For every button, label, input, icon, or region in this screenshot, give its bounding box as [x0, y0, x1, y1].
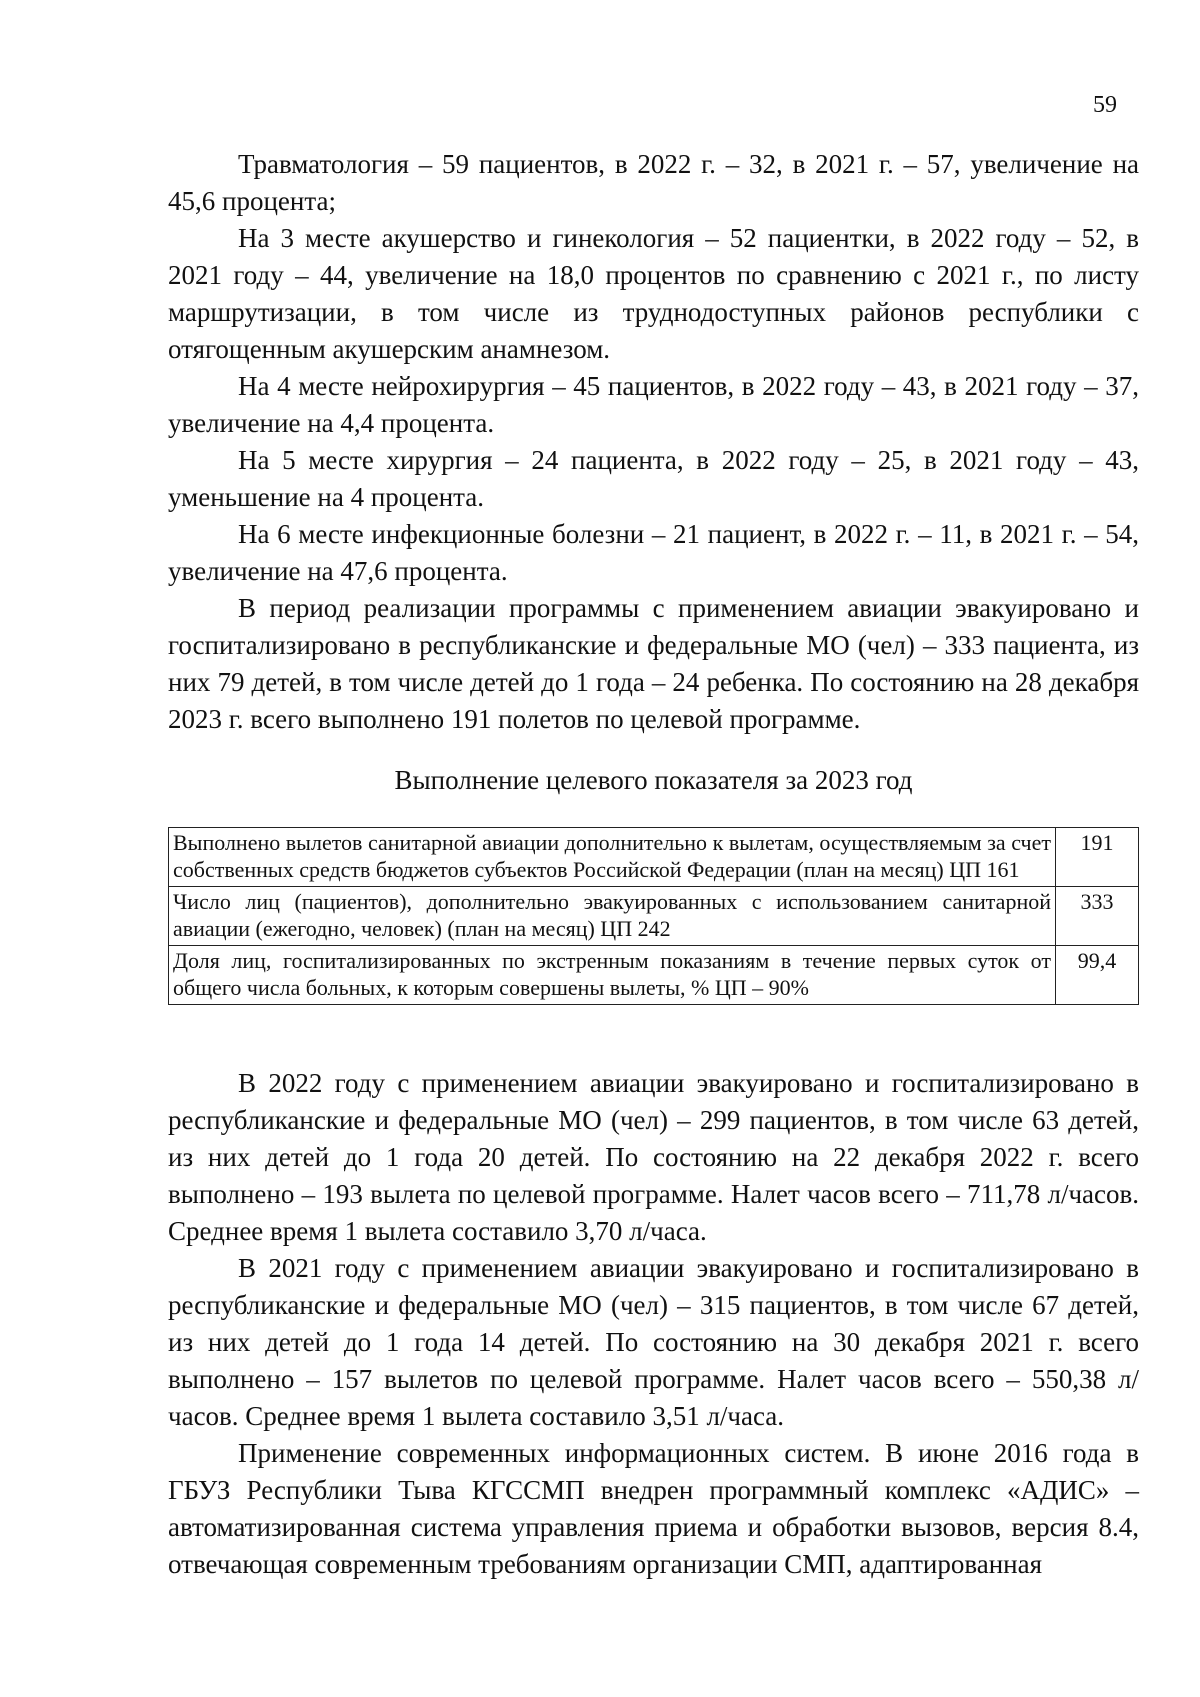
paragraph-surgery: На 5 месте хирургия – 24 пациента, в 2022 году – 25, в 2021 году – 43, уменьшение на 4 процента.	[168, 445, 1139, 512]
table-cell-description: Выполнено вылетов санитарной авиации дополнительно к вылетам, осуществляемым за счет собственных средств бюджетов субъектов Российской Федерации (план на месяц) ЦП 161	[169, 828, 1056, 887]
paragraph-2021-summary: В 2021 году с применением авиации эвакуировано и госпитализировано в республиканские и федеральные МО (чел) – 315 пациентов, в том числе 67 детей, из них детей до 1 года 14 детей. По состоянию на 30 декабря 2021 г. всего выполнено – 157 вылетов по целевой программе. Налет часов всего – 550,38 л/часов. Среднее время 1 вылета составило 3,51 л/часа.	[168, 1253, 1139, 1431]
paragraph-information-systems: Применение современных информационных систем. В июне 2016 года в ГБУЗ Республики Тыва КГССМП внедрен программный комплекс «АДИС» – автоматизированная система управления приема и обработки вызовов, версия 8.4, отвечающая современным требованиям организации СМП, адаптированная	[168, 1438, 1139, 1579]
table-row	[169, 946, 1139, 1005]
table-cell-value: 191	[1056, 828, 1139, 887]
bottom-text-block	[168, 1065, 1139, 1583]
indicator-table-wrapper	[168, 827, 1139, 1005]
table-title: Выполнение целевого показателя за 2023 год	[394, 765, 913, 795]
top-text-block	[168, 146, 1139, 738]
paragraph-infectious: На 6 месте инфекционные болезни – 21 пациент, в 2022 г. – 11, в 2021 г. – 54, увеличение на 47,6 процента.	[168, 519, 1139, 586]
table-row	[169, 887, 1139, 946]
paragraph-2022-summary: В 2022 году с применением авиации эвакуировано и госпитализировано в республиканские и федеральные МО (чел) – 299 пациентов, в том числе 63 детей, из них детей до 1 года 20 детей. По состоянию на 22 декабря 2022 г. всего выполнено – 193 вылета по целевой программе. Налет часов всего – 711,78 л/часов. Среднее время 1 вылета составило 3,70 л/часа.	[168, 1068, 1139, 1246]
table-cell-value: 99,4	[1056, 946, 1139, 1005]
paragraph-neurosurgery: На 4 месте нейрохирургия – 45 пациентов, в 2022 году – 43, в 2021 году – 37, увеличение на 4,4 процента.	[168, 371, 1139, 438]
table-cell-description: Доля лиц, госпитализированных по экстренным показаниям в течение первых суток от общего числа больных, к которым совершены вылеты, % ЦП – 90%	[169, 946, 1056, 1005]
indicator-table	[168, 827, 1139, 1005]
table-row	[169, 828, 1139, 887]
paragraph-traumatology: Травматология – 59 пациентов, в 2022 г. – 32, в 2021 г. – 57, увеличение на 45,6 процента;	[168, 149, 1139, 216]
paragraph-program-summary: В период реализации программы с применением авиации эвакуировано и госпитализировано в республиканские и федеральные МО (чел) – 333 пациента, из них 79 детей, в том числе детей до 1 года – 24 ребенка. По состоянию на 28 декабря 2023 г. всего выполнено 191 полетов по целевой программе.	[168, 593, 1139, 734]
table-cell-description: Число лиц (пациентов), дополнительно эвакуированных с использованием санитарной авиации (ежегодно, человек) (план на месяц) ЦП 242	[169, 887, 1056, 946]
table-cell-value: 333	[1056, 887, 1139, 946]
paragraph-obstetrics: На 3 месте акушерство и гинекология – 52 пациентки, в 2022 году – 52, в 2021 году – 44, увеличение на 18,0 процентов по сравнению с 2021 г., по листу маршрутизации, в том числе из труднодоступных районов республики с отягощенным акушерским анамнезом.	[168, 223, 1139, 364]
page-number: 59	[1093, 92, 1117, 118]
